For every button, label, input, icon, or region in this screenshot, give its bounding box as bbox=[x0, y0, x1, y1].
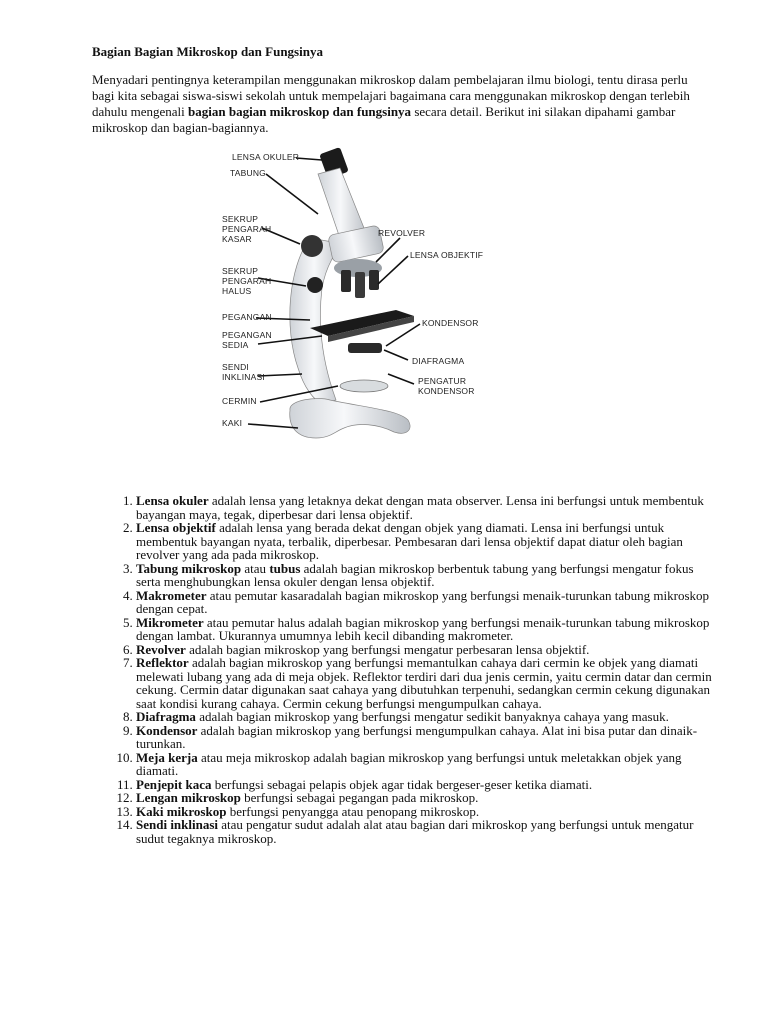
label-diafragma: DIAFRAGMA bbox=[412, 356, 465, 366]
intro-text-2: secara detail. Berikut ini silakan dipahami gambar mikroskop dan bagian-bagiannya. bbox=[92, 104, 676, 135]
list-item-desc: berfungsi penyangga atau penopang mikroskop. bbox=[226, 803, 480, 819]
label-sekrup-kasar-3: KASAR bbox=[222, 234, 252, 244]
leader-lensa-okuler bbox=[296, 158, 322, 160]
label-pegangan-sedia-1: PEGANGAN bbox=[222, 330, 272, 340]
microscope-figure bbox=[218, 138, 518, 468]
label-pengatur-1: PENGATUR bbox=[418, 376, 467, 386]
arm-shape bbox=[290, 238, 344, 404]
label-lensa-objektif: LENSA OBJEKTIF bbox=[410, 250, 484, 260]
list-item-desc: adalah bagian mikroskop yang berfungsi memantulkan cahaya dari cermin ke objek yang diamati melewati lubang yang ada di meja objek. Reflektor terdiri dari dua jenis cermin, yaitu cermin datar dan cermin cekung. Cermin datar digunakan saat cahaya yang dibutuhkan terpenuhi, sedangkan cermin cekung digunakan saat kondisi kurang cahaya. Cermin cekung berfungsi mengumpulkan cahaya. bbox=[136, 655, 712, 711]
list-item bbox=[136, 791, 716, 805]
list-item bbox=[136, 751, 716, 778]
list-item-term-2: tubus bbox=[269, 560, 301, 576]
list-item bbox=[136, 656, 716, 710]
microscope-diagram bbox=[218, 138, 518, 468]
label-sekrup-kasar-1: SEKRUP bbox=[222, 214, 259, 224]
list-item-desc: atau pengatur sudut adalah alat atau bagian dari mikroskop yang berfungsi untuk mengatur sudut tegaknya mikroskop. bbox=[136, 817, 694, 846]
list-item bbox=[136, 724, 716, 751]
list-item-term: Lensa objektif bbox=[136, 520, 216, 535]
objective-lens-2 bbox=[355, 272, 365, 298]
list-item bbox=[136, 778, 716, 792]
list-item bbox=[136, 818, 716, 845]
head-block-shape bbox=[328, 225, 385, 263]
list-item-desc: adalah bagian mikroskop yang berfungsi mengumpulkan cahaya. Alat ini bisa putar dan dinaik-turunkan. bbox=[136, 722, 698, 751]
objective-lens-3 bbox=[369, 270, 379, 290]
list-item-term: Kondensor bbox=[136, 722, 198, 738]
list-item bbox=[136, 805, 716, 819]
list-item bbox=[136, 616, 716, 643]
list-item-desc: adalah lensa yang berada dekat dengan objek yang diamati. Lensa ini berfungsi untuk membentuk bayangan nyata, terbalik, diperbesar. Pembesaran dari lensa objektif dapat diatur oleh bagian revolver yang ada pada mikroskop. bbox=[136, 520, 683, 562]
mirror-shape bbox=[340, 380, 388, 392]
list-item-term: Lengan mikroskop bbox=[136, 790, 241, 805]
list-item bbox=[136, 494, 716, 521]
document-title: Bagian Bagian Mikroskop dan Fungsinya bbox=[92, 44, 323, 59]
label-pegangan: PEGANGAN bbox=[222, 312, 272, 322]
fine-knob-shape bbox=[307, 277, 323, 293]
list-item-desc: atau pemutar halus adalah bagian mikroskop yang berfungsi menaik-turunkan tabung mikroskop dengan lambat. Ukurannya umumnya lebih kecil dibanding makrometer. bbox=[136, 614, 710, 643]
list-item bbox=[136, 562, 716, 589]
label-pegangan-sedia-2: SEDIA bbox=[222, 340, 249, 350]
leader-lensa-objektif bbox=[378, 256, 408, 284]
list-item-desc: adalah lensa yang letaknya dekat dengan mata observer. Lensa ini berfungsi untuk membentuk bayangan maya, tegak, diperbesar dari lensa objektif. bbox=[136, 493, 704, 522]
label-tabung: TABUNG bbox=[230, 168, 266, 178]
list-item-mid: atau bbox=[241, 560, 270, 576]
list-item-term: Revolver bbox=[136, 641, 186, 657]
list-item-term: Kaki mikroskop bbox=[136, 803, 227, 819]
label-sekrup-halus-2: PENGARAH bbox=[222, 276, 272, 286]
label-sekrup-halus-3: HALUS bbox=[222, 286, 252, 296]
intro-paragraph bbox=[92, 72, 692, 136]
condenser-shape bbox=[348, 343, 382, 353]
base-shape bbox=[290, 398, 410, 438]
label-revolver: REVOLVER bbox=[378, 228, 426, 238]
leader-tabung bbox=[266, 174, 318, 214]
list-item bbox=[136, 589, 716, 616]
intro-bold-text: bagian bagian mikroskop dan fungsinya bbox=[188, 104, 412, 119]
list-item-term: Makrometer bbox=[136, 587, 207, 603]
list-item-desc: adalah bagian mikroskop berbentuk tabung yang berfungsi mengatur fokus serta menghubungkan lensa okuler dengan lensa objektif. bbox=[136, 560, 694, 589]
label-sendi-2: INKLINASI bbox=[222, 372, 265, 382]
label-pengatur-2: KONDENSOR bbox=[418, 386, 475, 396]
coarse-knob-shape bbox=[301, 235, 323, 257]
label-kondensor: KONDENSOR bbox=[422, 318, 479, 328]
label-lensa-okuler: LENSA OKULER bbox=[232, 152, 300, 162]
parts-list bbox=[100, 494, 716, 845]
list-item-term: Reflektor bbox=[136, 655, 189, 670]
intro-text-1: Menyadari pentingnya keterampilan menggunakan mikroskop dalam pembelajaran ilmu biologi, tentu dirasa perlu bagi kita sebagai siswa-siswi sekolah untuk mempelajari bagaimana cara menggunakan mikroskop dengan terlebih dahulu mengenali bbox=[92, 72, 690, 119]
list-item-term: Mikrometer bbox=[136, 614, 204, 630]
label-cermin: CERMIN bbox=[222, 396, 257, 406]
list-item-desc: adalah bagian mikroskop yang berfungsi mengatur perbesaran lensa objektif. bbox=[185, 641, 590, 657]
list-item-term: Sendi inklinasi bbox=[136, 817, 219, 832]
list-item-term: Lensa okuler bbox=[136, 493, 209, 508]
list-item-term: Meja kerja bbox=[136, 749, 198, 765]
list-item bbox=[136, 710, 716, 724]
objective-lens-1 bbox=[341, 270, 351, 292]
list-item-desc: adalah bagian mikroskop yang berfungsi mengatur sedikit banyaknya cahaya yang masuk. bbox=[195, 709, 669, 724]
list-item-term: Diafragma bbox=[136, 709, 196, 724]
list-item-desc: berfungsi sebagai pegangan pada mikroskop. bbox=[240, 790, 479, 805]
label-sendi-1: SENDI bbox=[222, 362, 249, 372]
label-sekrup-halus-1: SEKRUP bbox=[222, 266, 259, 276]
leader-kaki bbox=[248, 424, 298, 428]
leader-pengatur bbox=[388, 374, 414, 384]
list-item bbox=[136, 521, 716, 562]
label-kaki: KAKI bbox=[222, 418, 243, 428]
leader-diafragma bbox=[384, 350, 408, 360]
list-item-desc: berfungsi sebagai pelapis objek agar tidak bergeser-geser ketika diamati. bbox=[211, 776, 593, 792]
list-item bbox=[136, 643, 716, 657]
list-item-desc: atau meja mikroskop adalah bagian mikroskop yang berfungsi untuk meletakkan objek yang diamati. bbox=[136, 749, 682, 778]
list-item-term: Penjepit kaca bbox=[136, 776, 212, 792]
list-item-term: Tabung mikroskop bbox=[136, 560, 242, 576]
list-item-desc: atau pemutar kasaradalah bagian mikroskop yang berfungsi menaik-turunkan tabung mikroskop dengan cepat. bbox=[136, 587, 710, 616]
label-sekrup-kasar-2: PENGARAH bbox=[222, 224, 272, 234]
